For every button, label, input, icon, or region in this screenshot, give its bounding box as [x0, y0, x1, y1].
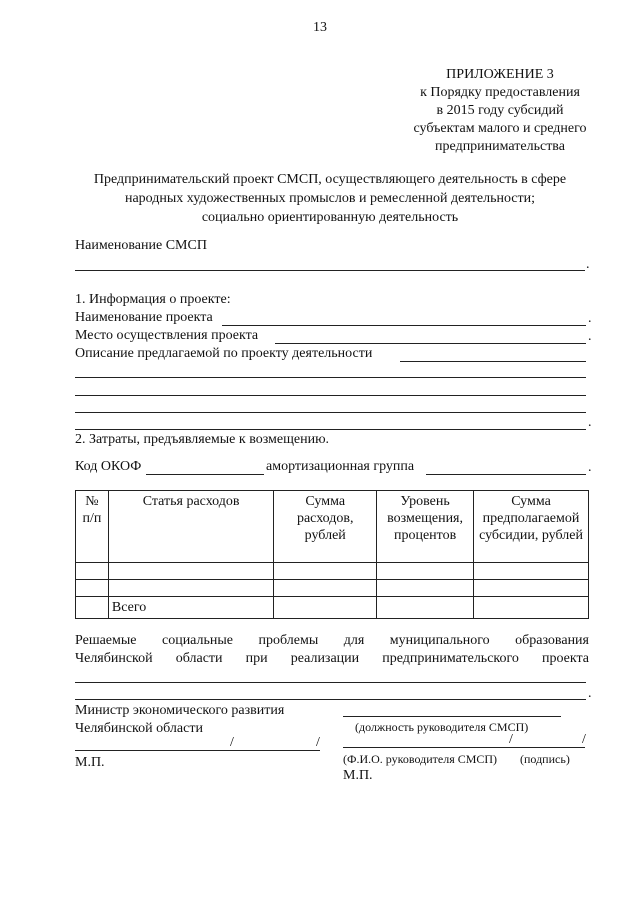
activity-desc-label: Описание предлагаемой по проекту деятельности: [75, 346, 373, 361]
col-number-header: № п/п: [76, 491, 109, 563]
col-rate-header: Уровень возмещения, процентов: [377, 491, 474, 563]
costs-table: [75, 490, 589, 619]
period: .: [588, 415, 592, 430]
position-field[interactable]: [343, 716, 561, 717]
col-amount-header: Сумма расходов, рублей: [274, 491, 377, 563]
separator: /: [316, 735, 320, 750]
period: .: [588, 460, 592, 475]
appendix-line: субъектам малого и среднего: [413, 121, 587, 136]
table-header-row: [76, 491, 589, 563]
appendix-title: ПРИЛОЖЕНИЕ 3: [446, 67, 554, 82]
period: .: [586, 257, 590, 272]
fio-caption: (Ф.И.О. руководителя СМСП): [343, 752, 498, 766]
fio-signature-field[interactable]: [343, 747, 585, 748]
title-line: Предпринимательский проект СМСП, осуществляющего деятельность в сфере: [93, 172, 567, 187]
okof-field[interactable]: [146, 474, 264, 475]
table-total-row: [76, 597, 589, 619]
activity-desc-field[interactable]: [75, 395, 586, 396]
stamp-place-right: М.П.: [343, 768, 373, 783]
section1-heading: 1. Информация о проекте:: [75, 292, 231, 307]
sign-caption: (подпись): [520, 752, 570, 766]
project-place-label: Место осуществления проекта: [75, 328, 259, 343]
period: .: [588, 686, 592, 701]
section2-heading: 2. Затраты, предъявляемые к возмещению.: [75, 432, 330, 447]
smsp-name-label: Наименование СМСП: [75, 238, 207, 253]
depreciation-label: амортизационная группа: [266, 459, 415, 474]
stamp-place-left: М.П.: [75, 755, 105, 770]
appendix-line: к Порядку предоставления: [420, 85, 580, 100]
depreciation-field[interactable]: [426, 474, 586, 475]
activity-desc-field[interactable]: [75, 377, 586, 378]
smsp-name-field[interactable]: [75, 270, 585, 271]
activity-desc-field[interactable]: [400, 361, 586, 362]
social-line-2: Челябинской области при реализации предпринимательского проекта: [75, 651, 589, 666]
title-line: народных художественных промыслов и ремесленной деятельности;: [124, 191, 536, 206]
project-place-field[interactable]: [275, 343, 586, 344]
col-expense-header: Статья расходов: [108, 491, 273, 563]
activity-desc-field[interactable]: [75, 429, 586, 430]
separator: /: [230, 735, 234, 750]
title-line: социально ориентированную деятельность: [201, 210, 459, 225]
minister-signature-field[interactable]: [75, 750, 320, 751]
appendix-header: [380, 66, 620, 156]
okof-label: Код ОКОФ: [75, 459, 142, 474]
document-title: [30, 170, 630, 227]
social-line-1: Решаемые социальные проблемы для муниципального образования: [75, 633, 589, 648]
social-field[interactable]: [75, 699, 586, 700]
period: .: [588, 311, 592, 326]
total-label: Всего: [108, 597, 273, 619]
separator: /: [509, 732, 513, 747]
page-number: 13: [313, 20, 327, 35]
appendix-line: в 2015 году субсидий: [436, 103, 564, 118]
social-field[interactable]: [75, 682, 586, 683]
appendix-line: предпринимательства: [435, 139, 565, 154]
project-name-field[interactable]: [222, 325, 586, 326]
project-name-label: Наименование проекта: [75, 310, 213, 325]
table-row[interactable]: [76, 563, 589, 580]
position-caption: (должность руководителя СМСП): [355, 720, 529, 734]
col-subsidy-header: Сумма предполагаемой субсидии, рублей: [474, 491, 589, 563]
minister-region: Челябинской области: [75, 721, 203, 736]
activity-desc-field[interactable]: [75, 412, 586, 413]
minister-title: Министр экономического развития: [75, 703, 285, 718]
table-row[interactable]: [76, 580, 589, 597]
period: .: [588, 329, 592, 344]
separator: /: [582, 732, 586, 747]
